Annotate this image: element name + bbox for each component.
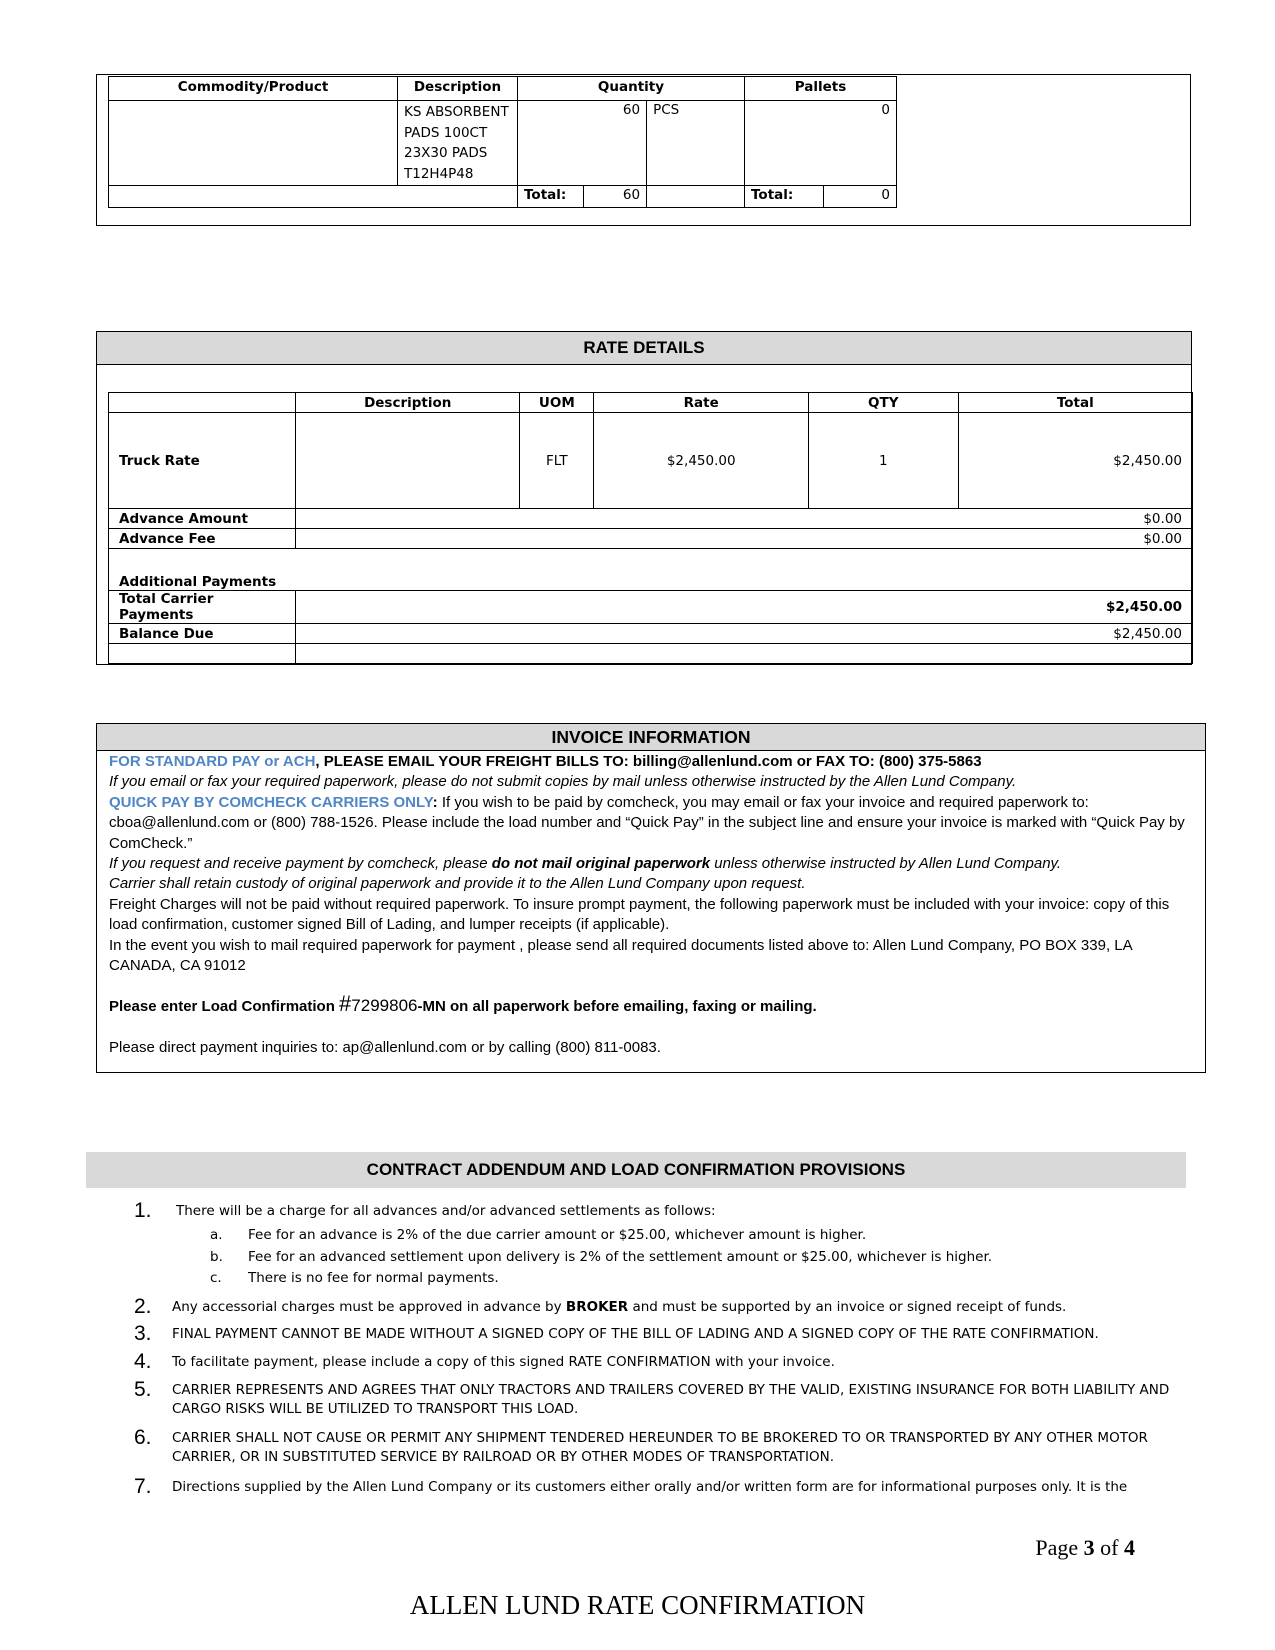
col-quantity: Quantity [518,77,745,101]
rate-col-qty: QTY [808,393,958,413]
provision-1b: b. Fee for an advanced settlement upon delivery is 2% of the settlement amount or $25.00, whichever is higher. [210,1249,993,1265]
empty-cell [296,644,1193,664]
addendum-title: CONTRACT ADDENDUM AND LOAD CONFIRMATION PROVISIONS [86,1152,1186,1188]
rate-col-rate: Rate [594,393,808,413]
totals-blank [109,186,518,208]
truck-rate-qty: 1 [808,413,958,509]
rate-col-blank [109,393,296,413]
total-unit-blank [647,186,745,208]
description-cell: KS ABSORBENT PADS 100CT 23X30 PADS T12H4P48 [398,101,518,186]
load-confirmation-line: Please enter Load Confirmation #7299806-MN on all paperwork before emailing, faxing or mailing. [109,991,817,1017]
rate-col-description: Description [296,393,520,413]
truck-rate-rate: $2,450.00 [594,413,808,509]
provision-3: 3. FINAL PAYMENT CANNOT BE MADE WITHOUT A SIGNED COPY OF THE BILL OF LADING AND A SIGNED COPY OF THE RATE CONFIRMATION. [134,1322,1099,1345]
additional-payments-label: Additional Payments [109,549,1193,591]
product-cell [109,101,398,186]
total-carrier-payments-label: Total Carrier Payments [109,591,296,624]
provision-5-cont: CARGO RISKS WILL BE UTILIZED TO TRANSPORT THIS LOAD. [172,1401,579,1417]
total-qty-value: 60 [583,186,647,208]
standard-pay-line: FOR STANDARD PAY or ACH, PLEASE EMAIL YOUR FREIGHT BILLS TO: billing@allenlund.com or FAX TO: (800) 375-5863 [109,753,982,770]
advance-amount-label: Advance Amount [109,509,296,529]
provision-5: 5. CARRIER REPRESENTS AND AGREES THAT ONLY TRACTORS AND TRAILERS COVERED BY THE VALID, EXISTING INSURANCE FOR BOTH LIABILITY AND [134,1378,1170,1401]
invoice-body [109,752,1193,1058]
col-commodity: Commodity/Product [109,77,398,101]
invoice-title: INVOICE INFORMATION [97,724,1205,751]
advance-fee-label: Advance Fee [109,529,296,549]
email-fax-note: If you email or fax your required paperwork, please do not submit copies by mail unless otherwise instructed by the Allen Lund Company. [109,773,1017,791]
page-number: Page 3 of 4 [1035,1535,1135,1560]
rate-col-uom: UOM [520,393,594,413]
provision-6: 6. CARRIER SHALL NOT CAUSE OR PERMIT ANY SHIPMENT TENDERED HEREUNDER TO BE BROKERED TO OR TRANSPORTED BY ANY OTHER MOTOR [134,1426,1148,1449]
truck-rate-total: $2,450.00 [958,413,1192,509]
rate-details-section [96,331,1192,665]
advance-amount-value: $0.00 [296,509,1193,529]
freight-charges-note: Freight Charges will not be paid without required paperwork. To insure prompt payment, the following paperwork must be included with your invoice: copy of this load confirmation, customer signed Bill of Lading, and lumper receipts (if applicable). [109,895,1170,934]
invoice-information-section [96,723,1206,1073]
truck-rate-uom: FLT [520,413,594,509]
balance-due-value: $2,450.00 [296,624,1193,644]
truck-rate-row [109,413,1193,509]
comcheck-note: If you request and receive payment by comcheck, please do not mail original paperwork unless otherwise instructed by Allen Lund Company. [109,855,1062,873]
col-description: Description [398,77,518,101]
advance-fee-value: $0.00 [296,529,1193,549]
truck-rate-description [296,413,520,509]
total-pallets-label: Total: [745,186,824,208]
rate-col-total: Total [958,393,1192,413]
quantity-cell: 60 [518,101,647,186]
provision-6-cont: CARRIER, OR IN SUBSTITUTED SERVICE BY RAILROAD OR BY OTHER MODES OF TRANSPORTATION. [172,1449,835,1465]
payment-inquiries: Please direct payment inquiries to: ap@allenlund.com or by calling (800) 811-0083. [109,1038,661,1056]
empty-cell [109,644,296,664]
balance-due-label: Balance Due [109,624,296,644]
quick-pay-paragraph: QUICK PAY BY COMCHECK CARRIERS ONLY: If you wish to be paid by comcheck, you may email or fax your invoice and required paperwork to: cboa@allenlund.com or (800) 788-1526. Please include the load number and “Quick Pay” in the subject line and ensure your invoice is marked with “Quick Pay by ComCheck.” [109,793,1185,852]
custody-note: Carrier shall retain custody of original paperwork and provide it to the Allen Lund Company upon request. [109,875,806,893]
provision-1c: c. There is no fee for normal payments. [210,1270,499,1286]
mail-note: In the event you wish to mail required paperwork for payment , please send all required documents listed above to: Allen Lund Company, PO BOX 339, LA CANADA, CA 91012 [109,936,1132,975]
pallets-cell: 0 [745,101,897,186]
provision-1a: a. Fee for an advance is 2% of the due carrier amount or $25.00, whichever amount is higher. [210,1227,867,1243]
footer-title: ALLEN LUND RATE CONFIRMATION [409,1590,866,1620]
provision-2: 2. Any accessorial charges must be approved in advance by BROKER and must be supported by an invoice or signed receipt of funds. [134,1295,1067,1318]
rate-details-title: RATE DETAILS [97,332,1191,365]
unit-cell: PCS [647,101,745,186]
provision-4: 4. To facilitate payment, please include a copy of this signed RATE CONFIRMATION with your invoice. [134,1350,835,1373]
truck-rate-label: Truck Rate [109,413,296,509]
col-pallets: Pallets [745,77,897,101]
provision-7: 7. Directions supplied by the Allen Lund Company or its customers either orally and/or written form are for informational purposes only. It is the [134,1475,1128,1498]
total-pallets-value: 0 [824,186,897,208]
commodity-table [108,76,897,208]
total-carrier-payments-value: $2,450.00 [296,591,1193,624]
commodity-section [96,74,1191,226]
rate-table [108,392,1193,664]
provision-1: 1. There will be a charge for all advances and/or advanced settlements as follows: [134,1199,716,1222]
total-qty-label: Total: [518,186,584,208]
